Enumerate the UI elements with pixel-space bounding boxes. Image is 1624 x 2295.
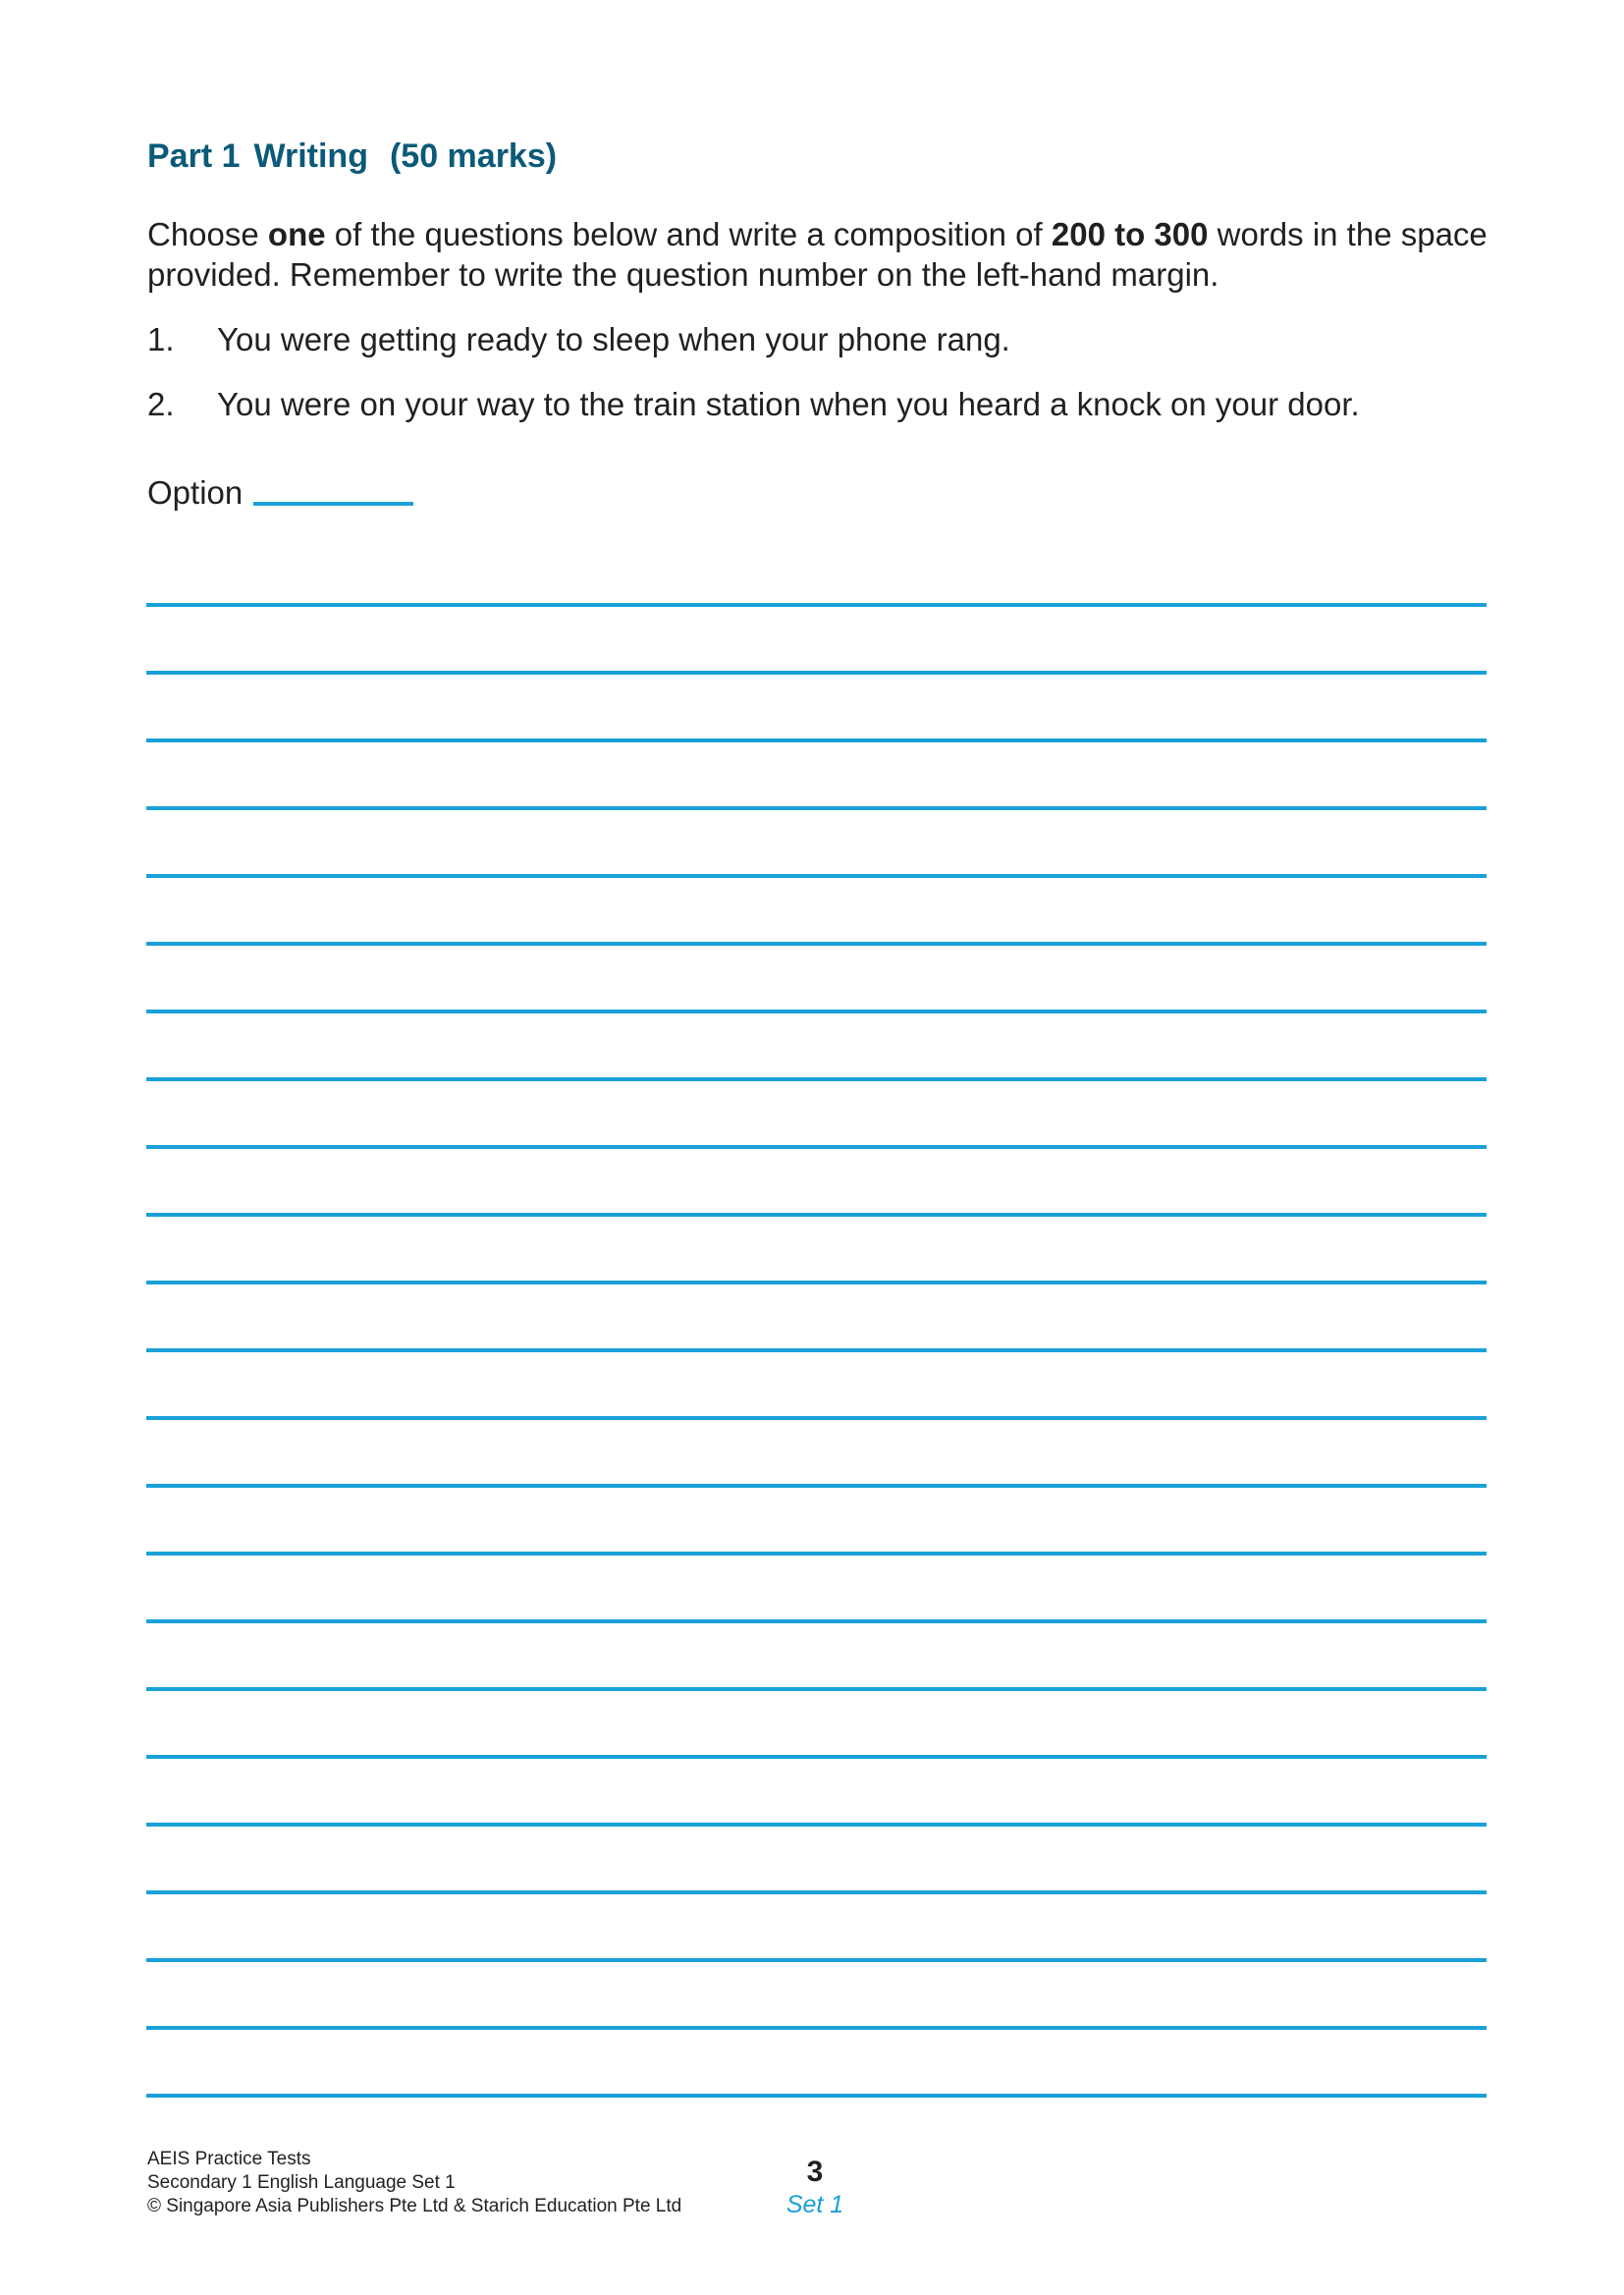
instructions-text-3: words in the space provided. Remember to write the question number on the left-hand margin. bbox=[147, 216, 1488, 293]
writing-line[interactable] bbox=[146, 603, 1487, 607]
writing-line[interactable] bbox=[146, 1145, 1487, 1149]
writing-line[interactable] bbox=[146, 1281, 1487, 1284]
heading-marks: (50 marks) bbox=[389, 137, 558, 175]
writing-line[interactable] bbox=[146, 1958, 1487, 1962]
writing-line[interactable] bbox=[146, 1077, 1487, 1081]
writing-line[interactable] bbox=[146, 671, 1487, 675]
writing-line[interactable] bbox=[146, 1890, 1487, 1894]
writing-line[interactable] bbox=[146, 1687, 1487, 1691]
writing-line[interactable] bbox=[146, 942, 1487, 946]
footer-copyright: © Singapore Asia Publishers Pte Ltd & Starich Education Pte Ltd bbox=[147, 2196, 682, 2216]
writing-line[interactable] bbox=[146, 806, 1487, 810]
question-number: 1. bbox=[147, 321, 175, 357]
footer-publisher-info bbox=[147, 2148, 681, 2218]
writing-line[interactable] bbox=[146, 1213, 1487, 1217]
instructions-text-2: of the questions below and write a composition of bbox=[325, 216, 1052, 252]
question-item-1 bbox=[147, 321, 1010, 358]
option-label: Option bbox=[147, 474, 244, 511]
writing-line[interactable] bbox=[146, 1484, 1487, 1488]
section-heading bbox=[147, 137, 557, 176]
footer-series: AEIS Practice Tests bbox=[147, 2149, 311, 2169]
question-text: You were getting ready to sleep when your phone rang. bbox=[217, 321, 1010, 357]
writing-line[interactable] bbox=[146, 874, 1487, 878]
writing-line[interactable] bbox=[146, 1619, 1487, 1623]
set-label: Set 1 bbox=[785, 2191, 844, 2218]
heading-section: Writing bbox=[253, 137, 368, 175]
question-item-2 bbox=[147, 386, 1360, 423]
writing-line[interactable] bbox=[146, 1348, 1487, 1352]
instructions-paragraph bbox=[147, 214, 1492, 295]
writing-line[interactable] bbox=[146, 1552, 1487, 1556]
instructions-bold-word-range: 200 to 300 bbox=[1051, 216, 1209, 252]
question-text: You were on your way to the train station when you heard a knock on your door. bbox=[217, 386, 1360, 422]
instructions-text-1: Choose bbox=[147, 216, 268, 252]
footer-title: Secondary 1 English Language Set 1 bbox=[147, 2172, 456, 2193]
writing-line[interactable] bbox=[146, 2094, 1487, 2098]
writing-line[interactable] bbox=[146, 2026, 1487, 2030]
writing-line[interactable] bbox=[146, 1755, 1487, 1759]
writing-line[interactable] bbox=[146, 1010, 1487, 1013]
option-answer-blank[interactable] bbox=[253, 502, 413, 506]
heading-part: Part 1 bbox=[147, 137, 241, 175]
writing-line[interactable] bbox=[146, 1823, 1487, 1827]
writing-line[interactable] bbox=[146, 738, 1487, 742]
page-number: 3 bbox=[806, 2156, 824, 2188]
instructions-bold-one: one bbox=[267, 216, 326, 252]
writing-line[interactable] bbox=[146, 1416, 1487, 1420]
question-number: 2. bbox=[147, 386, 175, 422]
